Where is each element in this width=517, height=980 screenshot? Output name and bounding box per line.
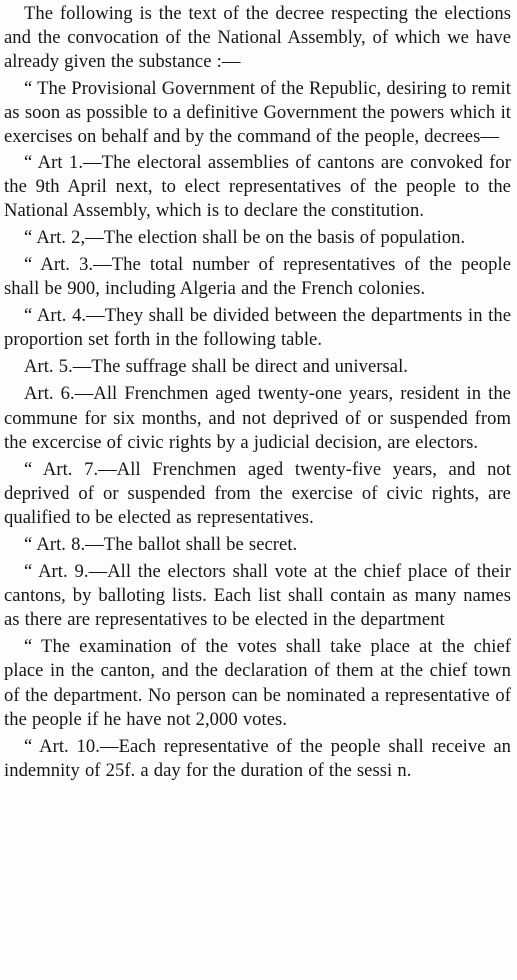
article-1-paragraph: “ Art 1.—The electoral assemblies of cantons are convoked for the 9th April next, to elect representatives of the people to the National Assembly, which is to declare the constitution.	[4, 151, 511, 221]
article-2-paragraph: “ Art. 2,—The election shall be on the basis of population.	[24, 226, 466, 248]
preamble-paragraph: “ The Provisional Government of the Republic, desiring to remit as soon as possible to a definitive Government the powers which it exercises on behalf and by the command of the people, decrees—	[4, 78, 511, 148]
decree-article	[4, 0, 511, 783]
intro-paragraph: The following is the text of the decree respecting the elections and the convocation of the National Assembly, of which we have already given the substance :—	[4, 3, 511, 73]
article-9-paragraph: “ Art. 9.—All the electors shall vote at the chief place of their cantons, by balloting lists. Each list shall contain as many names as there are representatives to be elected in the department	[4, 561, 511, 631]
article-6-paragraph: Art. 6.—All Frenchmen aged twenty-one years, resident in the commune for six months, and not deprived of or suspended from the excercise of civic rights by a judicial decision, are electors.	[4, 383, 511, 453]
article-4-paragraph: “ Art. 4.—They shall be divided between the departments in the proportion set forth in the following table.	[4, 305, 511, 351]
article-5-paragraph: Art. 5.—The suffrage shall be direct and universal.	[24, 356, 408, 378]
article-3-paragraph: “ Art. 3.—The total number of representatives of the people shall be 900, including Algeria and the French colonies.	[4, 253, 511, 300]
article-7-paragraph: “ Art. 7.—All Frenchmen aged twenty-five years, and not deprived of or suspended from the exercise of civic rights, are qualified to be elected as representatives.	[4, 458, 511, 528]
article-8-paragraph: “ Art. 8.—The ballot shall be secret.	[24, 533, 298, 555]
vote-examination-paragraph: “ The examination of the votes shall take place at the chief place in the canton, and the declaration of them at the chief town of the department. No person can be nominated a representative of the people if he have not 2,000 votes.	[4, 636, 511, 730]
article-10-paragraph: “ Art. 10.—Each representative of the people shall receive an indemnity of 25f. a day for the duration of the sessi n.	[4, 735, 511, 781]
